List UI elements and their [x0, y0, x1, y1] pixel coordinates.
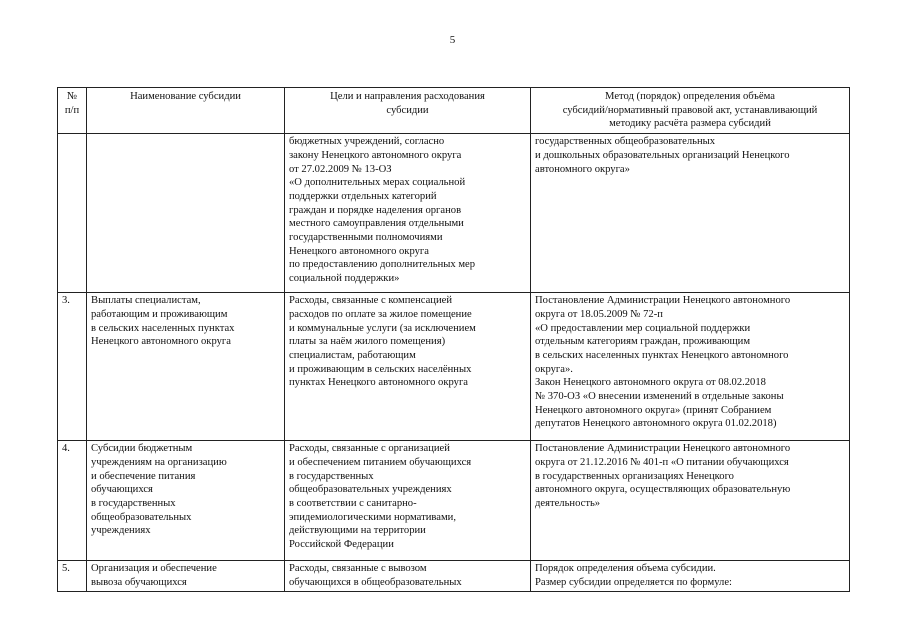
table-body [58, 134, 850, 591]
row-method: государственных общеобразовательных и дошкольных образовательных организаций Ненецкого автономного округа» [531, 134, 850, 293]
header-method: Метод (порядок) определения объёма субсидий/нормативный правовой акт, устанавливающий методику расчёта размера субсидий [531, 88, 850, 134]
row-subsidy-name: Организация и обеспечение вывоза обучающихся [87, 561, 285, 591]
row-subsidy-name: Выплаты специалистам, работающим и проживающим в сельских населенных пунктах Ненецкого автономного округа [87, 293, 285, 441]
table-row [58, 441, 850, 561]
table-header [58, 88, 850, 134]
row-goals: Расходы, связанные с компенсацией расходов по оплате за жилое помещение и коммунальные услуги (за исключением платы за наём жилого помещения) специалистам, работающим и проживающим в сельских населённых пунктах Ненецкого автономного округа [285, 293, 531, 441]
row-method: Постановление Администрации Ненецкого автономного округа от 18.05.2009 № 72-п «О предоставлении мер социальной поддержки отдельным категориям граждан, проживающим в сельских населенных пунктах Ненецкого автономного округа». Закон Ненецкого автономного округа от 08.02.2018 № 370-ОЗ «О внесении изменений в отдельные законы Ненецкого автономного округа» (принят Собранием депутатов Ненецкого автономного округа 01.02.2018) [531, 293, 850, 441]
row-method: Порядок определения объема субсидии. Размер субсидии определяется по формуле: [531, 561, 850, 591]
subsidies-table [57, 87, 850, 592]
table-row [58, 561, 850, 591]
row-number: 5. [58, 561, 87, 591]
row-goals: бюджетных учреждений, согласно закону Ненецкого автономного округа от 27.02.2009 № 13-ОЗ «О дополнительных мерах социальной поддержки отдельных категорий граждан и порядке наделения органов местного самоуправления отдельными государственными полномочиями Ненецкого автономного округа по предоставлению дополнительных мер социальной поддержки» [285, 134, 531, 293]
page-number: 5 [449, 34, 456, 46]
table-row [58, 293, 850, 441]
table-header-row [58, 88, 850, 134]
row-method: Постановление Администрации Ненецкого автономного округа от 21.12.2016 № 401-п «О питании обучающихся в государственных организациях Ненецкого автономного округа, осуществляющих образовательную деятельность» [531, 441, 850, 561]
header-subsidy-name: Наименование субсидии [87, 88, 285, 134]
row-number: 3. [58, 293, 87, 441]
row-goals: Расходы, связанные с организацией и обеспечением питанием обучающихся в государственных общеобразовательных учреждениях в соответствии с санитарно- эпидемиологическими нормативами, действующими на территории Российской Федерации [285, 441, 531, 561]
row-goals: Расходы, связанные с вывозом обучающихся в общеобразовательных [285, 561, 531, 591]
row-number [58, 134, 87, 293]
table-row [58, 134, 850, 293]
row-number: 4. [58, 441, 87, 561]
header-goals: Цели и направления расходования субсидии [285, 88, 531, 134]
row-subsidy-name [87, 134, 285, 293]
header-number: № п/п [58, 88, 87, 134]
row-subsidy-name: Субсидии бюджетным учреждениям на организацию и обеспечение питания обучающихся в государственных общеобразовательных учреждениях [87, 441, 285, 561]
